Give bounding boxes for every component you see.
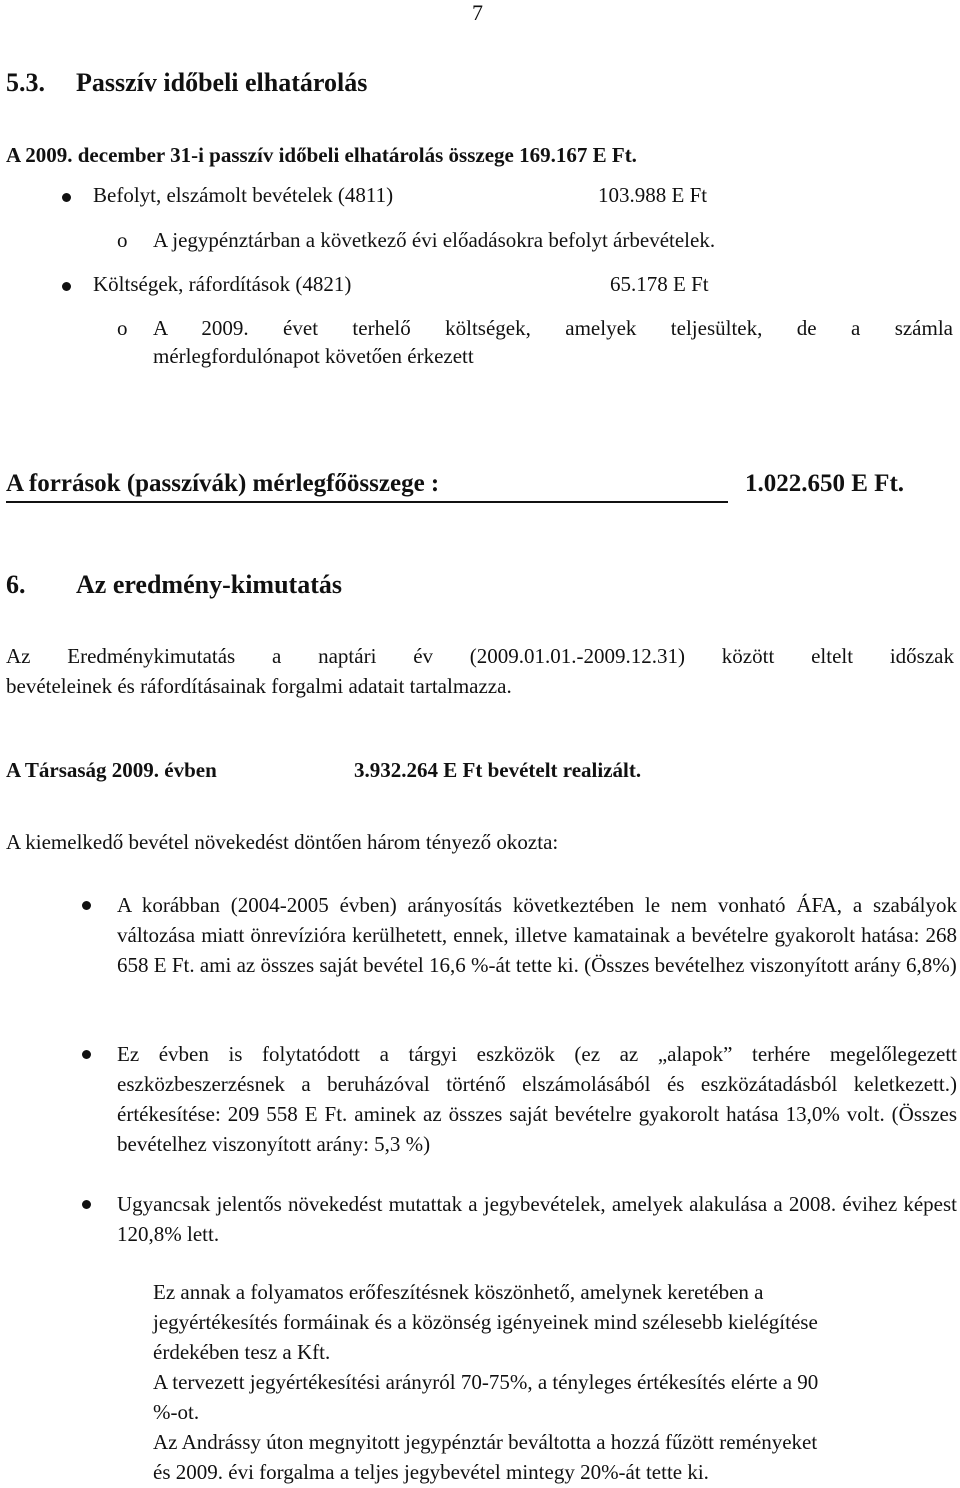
bullet1-label: Befolyt, elszámolt bevételek (4811) [93,183,394,207]
section-6-number: 6. [6,570,26,599]
section-6-heading [6,570,342,600]
factor-item: Ugyancsak jelentős növekedést mutattak a jegybevételek, amelyek alakulása a 2008. évihez képest 120,8% lett. [117,1192,957,1246]
closing-line: Az Andrássy úton megnyitott jegypénztár beváltotta a hozzá fűzött reményeket [153,1430,818,1454]
income-statement-para-line2: bevételeinek és ráfordításainak forgalmi adatait tartalmazza. [6,674,512,698]
balance-total-underline [6,501,728,503]
income-statement-para-line1: Az Eredménykimutatás a naptári év (2009.01.01.-2009.12.31) között eltelt időszak [6,644,954,668]
sub2-line1: A 2009. évet terhelő költségek, amelyek teljesültek, de a számla [153,316,953,340]
sub1-text: A jegypénztárban a következő évi előadásokra befolyt árbevételek. [153,228,716,252]
page-number: 7 [472,0,483,25]
closing-line: %-ot. [153,1400,200,1424]
balance-total-value: 1.022.650 E Ft. [745,470,905,497]
bullet2-label: Költségek, ráfordítások (4821) [93,272,352,296]
bullet1-value: 103.988 E Ft [598,183,708,207]
accrual-intro: A 2009. december 31-i passzív időbeli elhatárolás összege 169.167 E Ft. [6,143,637,167]
bullet-dot-icon [62,193,71,202]
sub-bullet-marker-icon: o [117,316,128,340]
revenue-value: 3.932.264 E Ft bevételt realizált. [354,758,642,782]
bullet-dot-icon [82,901,91,910]
bullet2-value: 65.178 E Ft [610,272,709,296]
closing-line: érdekében tesz a Kft. [153,1340,331,1364]
closing-line: Ez annak a folyamatos erőfeszítésnek köszönhető, amelynek keretében a [153,1280,764,1304]
closing-line: A tervezett jegyértékesítési arányról 70-75%, a tényleges értékesítés elérte a 90 [153,1370,819,1394]
section-6-title: Az eredmény-kimutatás [76,570,342,599]
bullet-dot-icon [62,282,71,291]
factor-item: A korábban (2004-2005 évben) arányosítás következtében le nem vonható ÁFA, a szabályok változása miatt önrevízióra kerülhetett, ennek, illetve kamatainak a bevételre gyakorolt hatása: 268 658 E Ft. ami az összes saját bevétel 16,6 %-át tette ki. (Összes bevételhez viszonyított arány 6,8%) [117,893,957,977]
sub-bullet-marker-icon: o [117,228,128,252]
sub2-line2: mérlegfordulónapot követően érkezett [153,344,474,368]
bullet-dot-icon [82,1200,91,1209]
closing-line: jegyértékesítés formáinak és a közönség igényeinek mind szélesebb kielégítése [153,1310,818,1334]
section-53-title: Passzív időbeli elhatárolás [76,68,368,97]
section-53-heading [6,68,367,98]
revenue-label: A Társaság 2009. évben [6,758,217,782]
factor-item: Ez évben is folytatódott a tárgyi eszközök (ez az „alapok” terhére megelőlegezett eszközbeszerzésnek a beruházóval történő elszámolásából és eszközátadásból keletkezett.) értékesítése: 209 558 E Ft. aminek az összes saját bevételre gyakorolt hatása 13,0% volt. (Összes bevételhez viszonyított arány: 5,3 %) [117,1042,957,1156]
balance-total-label: A források (passzívák) mérlegfőösszege : [6,470,440,497]
bullet-dot-icon [82,1050,91,1059]
factors-intro: A kiemelkedő bevétel növekedést döntően három tényező okozta: [6,830,559,854]
section-53-number: 5.3. [6,68,45,97]
closing-line: és 2009. évi forgalma a teljes jegybevétel mintegy 20%-át tette ki. [153,1460,709,1484]
